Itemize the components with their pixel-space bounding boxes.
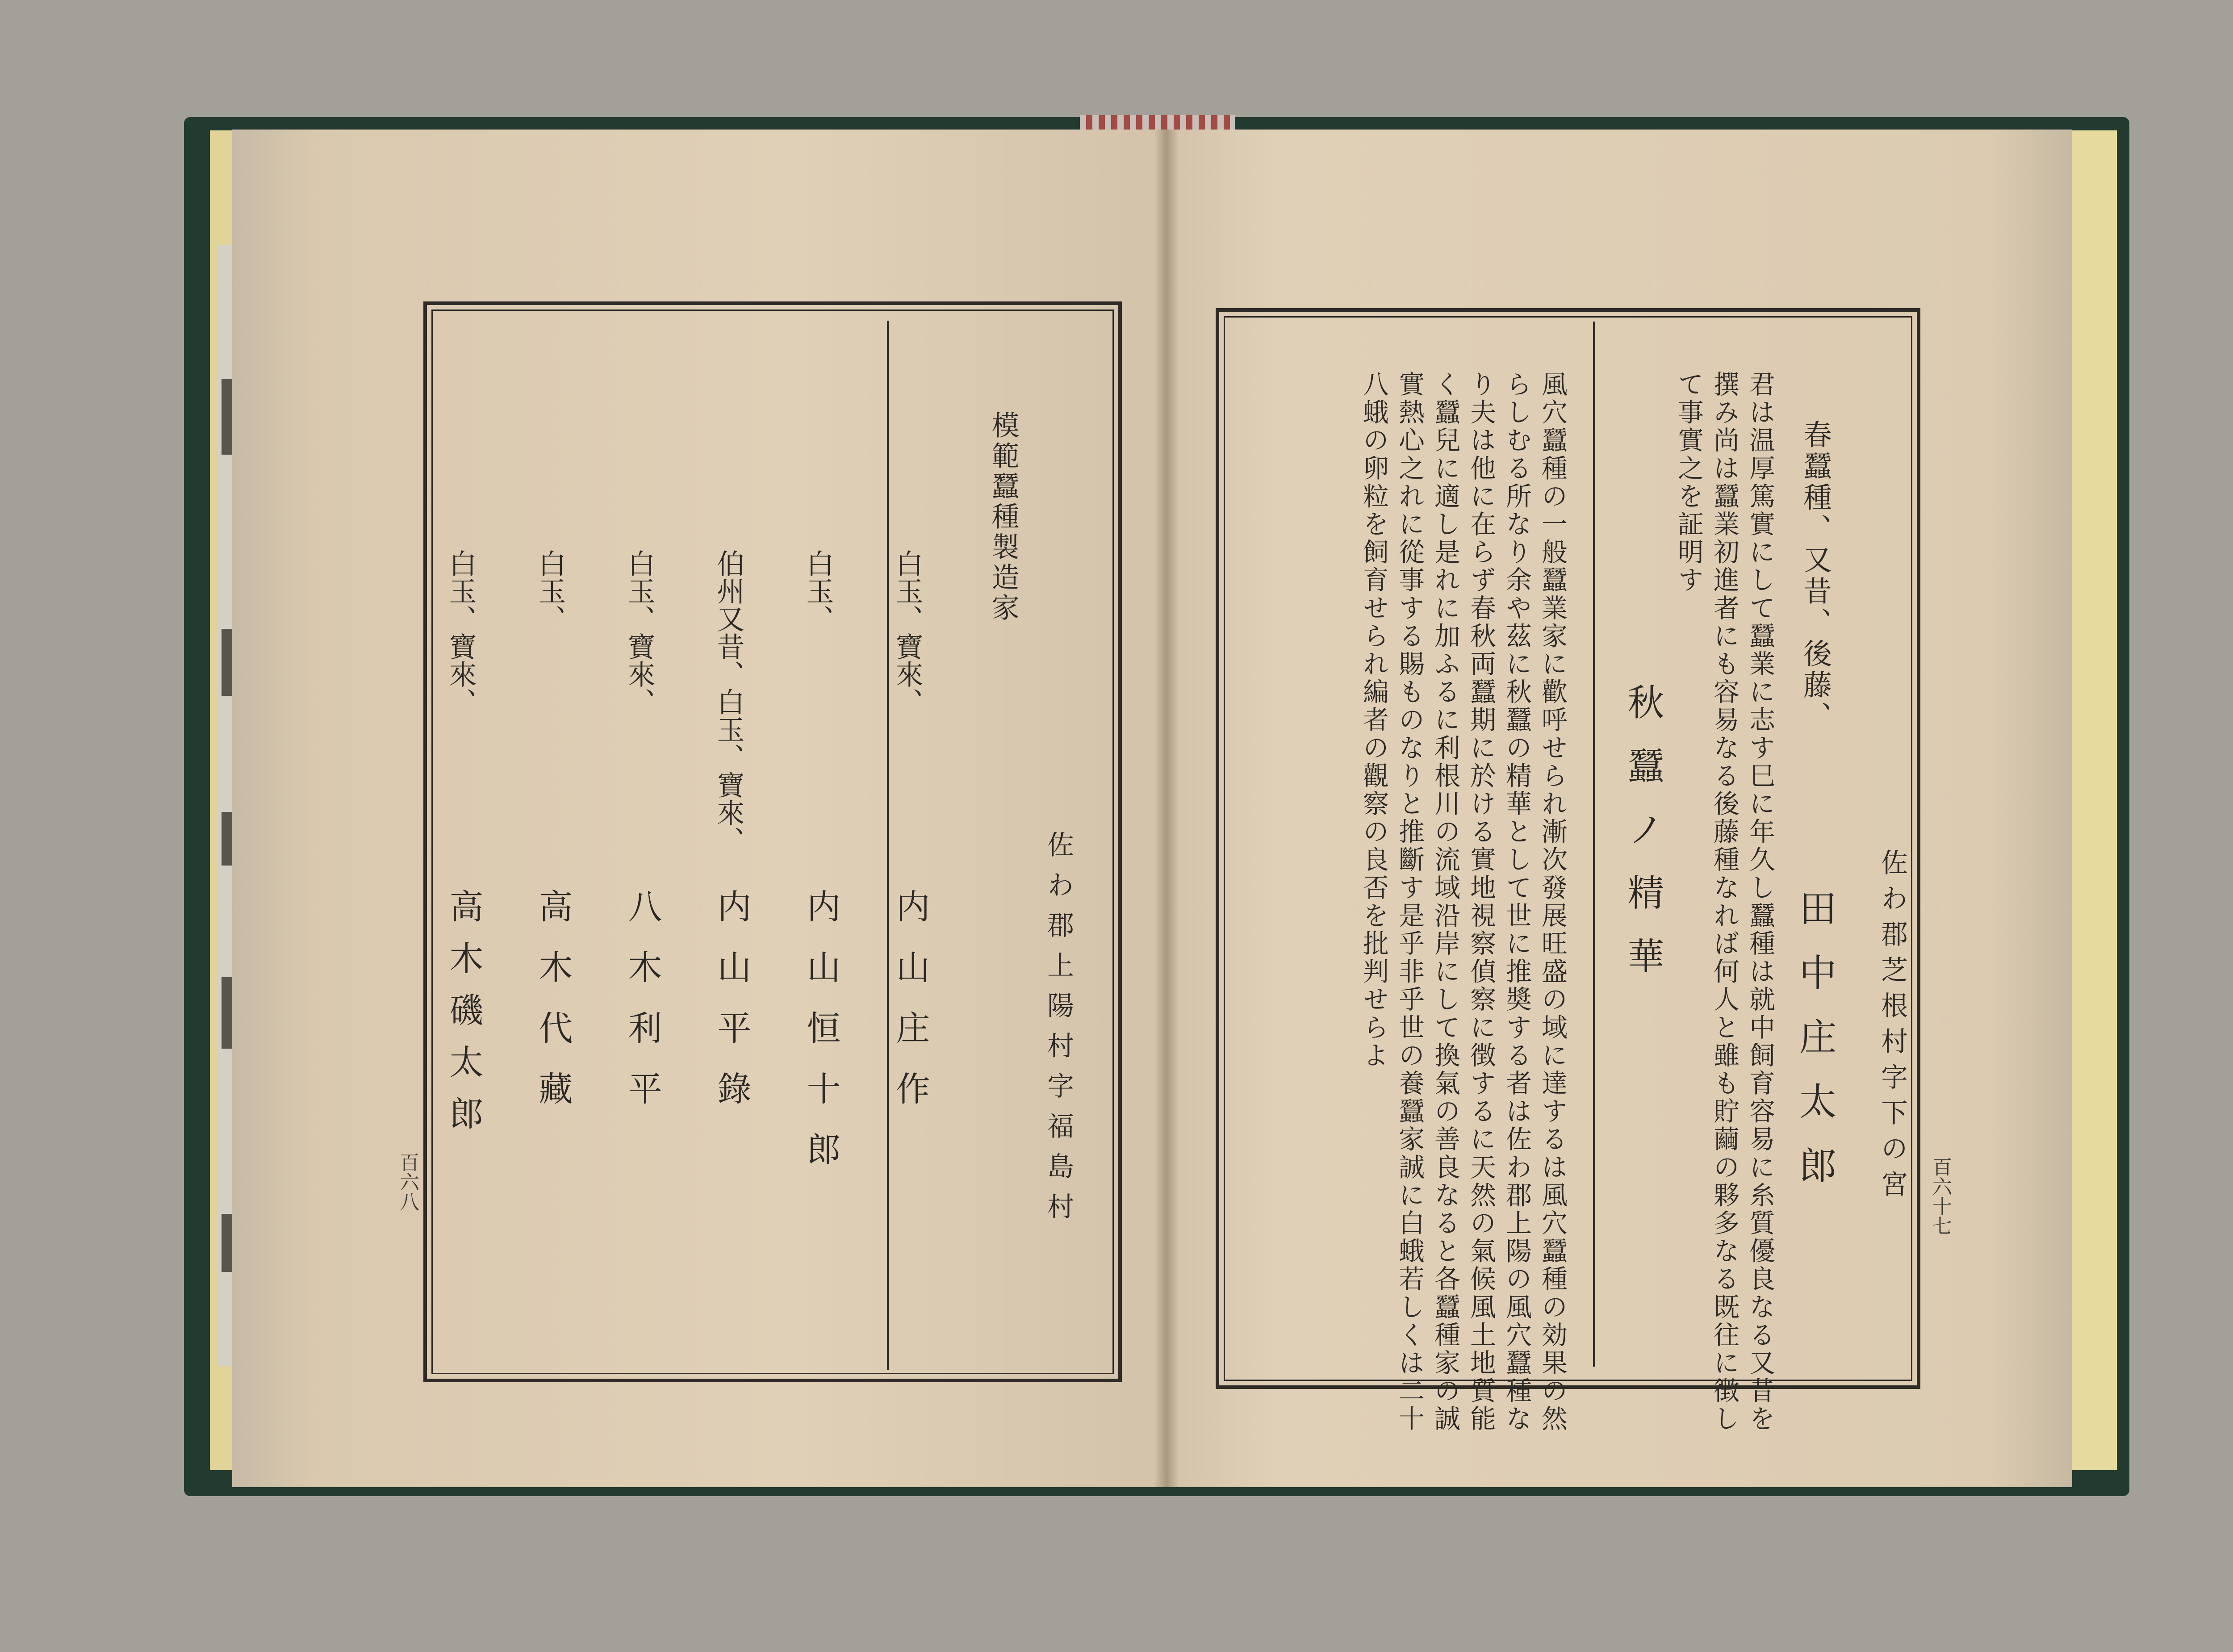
- text-column: 實熱心之れに從事する賜ものなりと推斷す是乎非乎世の養蠶家誠に白蛾若しくは二十: [1394, 371, 1425, 1433]
- entry-varieties: 白玉、寶來、: [891, 549, 924, 715]
- section-heading: 模範蠶種製造家: [987, 411, 1020, 623]
- entry-name: 内山庄作: [891, 889, 930, 1132]
- text-column: 風穴蠶種の一般蠶業家に歡呼せられ漸次發展旺盛の域に達するは風穴蠶種の効果の然: [1537, 371, 1568, 1433]
- text-column: り夫は他に在らず春秋両蠶期に於ける實地視察偵察に徴するに天然の氣候風土地質能: [1466, 371, 1496, 1433]
- text-column: らしむる所なり余や茲に秋蠶の精華として世に推奬する者は佐わ郡上陽の風穴蠶種な: [1501, 371, 1532, 1433]
- entry-name: 高木代藏: [533, 889, 573, 1132]
- right-page: [1167, 130, 2072, 1487]
- location-text: 佐わ郡芝根村字下の宮: [1877, 849, 1908, 1206]
- list-item: [533, 549, 590, 1331]
- entry-name: 内山平錄: [712, 889, 752, 1132]
- page-number: 百六八: [396, 1152, 419, 1211]
- list-item: [893, 549, 947, 1331]
- entry-varieties: 白玉、寶來、: [623, 549, 656, 715]
- text-column: て事實之を証明す: [1673, 371, 1704, 594]
- entry-name: 内山恒十郎: [801, 889, 841, 1192]
- list-item: [712, 549, 768, 1331]
- book-gutter: [1154, 130, 1179, 1487]
- list-item: [444, 549, 500, 1331]
- list-item: [801, 549, 857, 1331]
- page-number: 百六十七: [1929, 1157, 1952, 1235]
- list-item: [625, 549, 679, 1331]
- entry-varieties: 白玉、寶來、: [444, 549, 477, 715]
- left-page-rule: [887, 321, 889, 1370]
- text-column: 君は温厚篤實にして蠶業に志す巳に年久し蠶種は就中飼育容易に糸質優良なる又昔を: [1745, 371, 1775, 1433]
- varieties-text: 春蠶種、又昔、後藤、: [1798, 420, 1832, 732]
- entry-varieties: 白玉、: [802, 549, 834, 632]
- text-column: 撰み尚は蠶業初進者にも容易なる後藤種なれば何人と雖も貯繭の夥多なる既往に徴し: [1709, 371, 1740, 1433]
- entry-name: 高木磯太郎: [444, 889, 484, 1148]
- entry-varieties: 白玉、: [534, 549, 566, 632]
- location-text: 佐わ郡上陽村字福島村: [1043, 831, 1074, 1233]
- text-column: 八蛾の卵粒を飼育せられ編者の觀察の良否を批判せらよ: [1359, 371, 1389, 1070]
- entry-varieties: 伯州又昔、白玉、寶來、: [712, 549, 745, 854]
- person-name: 田中庄太郎: [1793, 889, 1837, 1210]
- left-page: [232, 130, 1167, 1487]
- section-title: 秋蠶ノ精華: [1622, 683, 1664, 1000]
- page-edge-right: [2070, 130, 2117, 1470]
- entry-name: 八木利平: [623, 889, 662, 1132]
- text-column: く蠶兒に適し是れに加ふるに利根川の流域沿岸にして換氣の善良なると各蠶種家の誠: [1430, 371, 1460, 1433]
- section-rule: [1593, 322, 1595, 1367]
